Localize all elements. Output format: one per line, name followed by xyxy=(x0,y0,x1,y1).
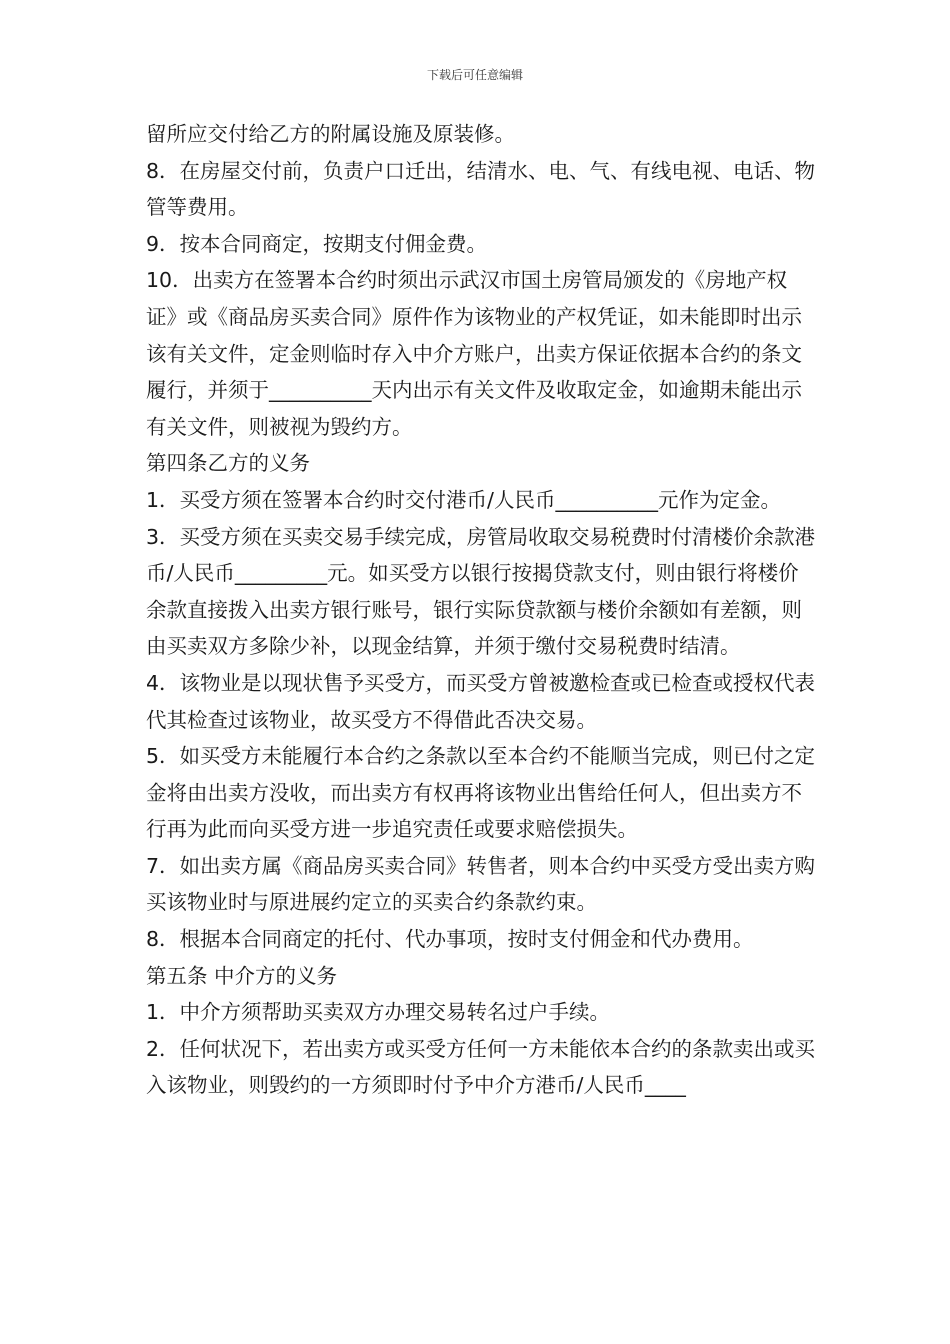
paragraph-continuation: 留所应交付给乙方的附属设施及原装修。 xyxy=(146,122,515,146)
clause-10-seller: 10．出卖方在签署本合约时须出示武汉市国土房管局颁发的《房地产权证》或《商品房买卖合同》原件作为该物业的产权凭证，如未能即时出示该有关文件，定金则临时存入中介方账户，出卖方保证依据本合约的条文履行，并须于__________天内出示有关文件及收取定金，如逾期未能出示有关文件，则被视为毁约方。 xyxy=(146,268,802,439)
clause-1-agent: 1．中介方须帮助买卖双方办理交易转名过户手续。 xyxy=(146,1000,611,1025)
clause-5-buyer: 5．如买受方未能履行本合约之条款以至本合约不能顺当完成，则已付之定金将由出卖方没收，而出卖方有权再将该物业出售给任何人，但出卖方不行再为此而向买受方进一步追究责任或要求赔偿损失。 xyxy=(146,744,816,842)
clause-3-buyer: 3．买受方须在买卖交易手续完成，房管局收取交易税费时付清楼价余款港币/人民币_________元。如买受方以银行按揭贷款支付，则由银行将楼价余款直接拨入出卖方银行账号，银行实际贷款额与楼价余额如有差额，则由买卖双方多除少补，以现金结算，并须于缴付交易税费时结清。 xyxy=(146,524,816,659)
page-header: 下载后可任意编辑 xyxy=(426,68,523,82)
clause-9-seller: 9．按本合同商定，按期支付佣金费。 xyxy=(146,231,488,256)
clause-8-seller: 8．在房屋交付前，负责户口迁出，结清水、电、气、有线电视、电话、物管等费用。 xyxy=(146,158,816,220)
clause-7-buyer: 7．如出卖方属《商品房买卖合同》转售者，则本合约中买受方受出卖方购买该物业时与原进展约定立的买卖合约条款约束。 xyxy=(146,853,816,915)
document-body xyxy=(146,116,816,1104)
clause-4-buyer: 4．该物业是以现状售予买受方，而买受方曾被邀检查或已检查或授权代表代其检查过该物业，故买受方不得借此否决交易。 xyxy=(146,670,816,732)
clause-2-agent: 2．任何状况下，若出卖方或买受方任何一方未能依本合约的条款卖出或买入该物业，则毁约的一方须即时付予中介方港币/人民币____ xyxy=(146,1036,816,1098)
section-heading-article-4: 第四条乙方的义务 xyxy=(146,451,310,476)
clause-8-buyer: 8．根据本合同商定的托付、代办事项，按时支付佣金和代办费用。 xyxy=(146,927,754,952)
section-heading-article-5: 第五条 中介方的义务 xyxy=(146,963,338,988)
clause-1-buyer: 1．买受方须在签署本合约时交付港币/人民币__________元作为定金。 xyxy=(146,487,781,512)
